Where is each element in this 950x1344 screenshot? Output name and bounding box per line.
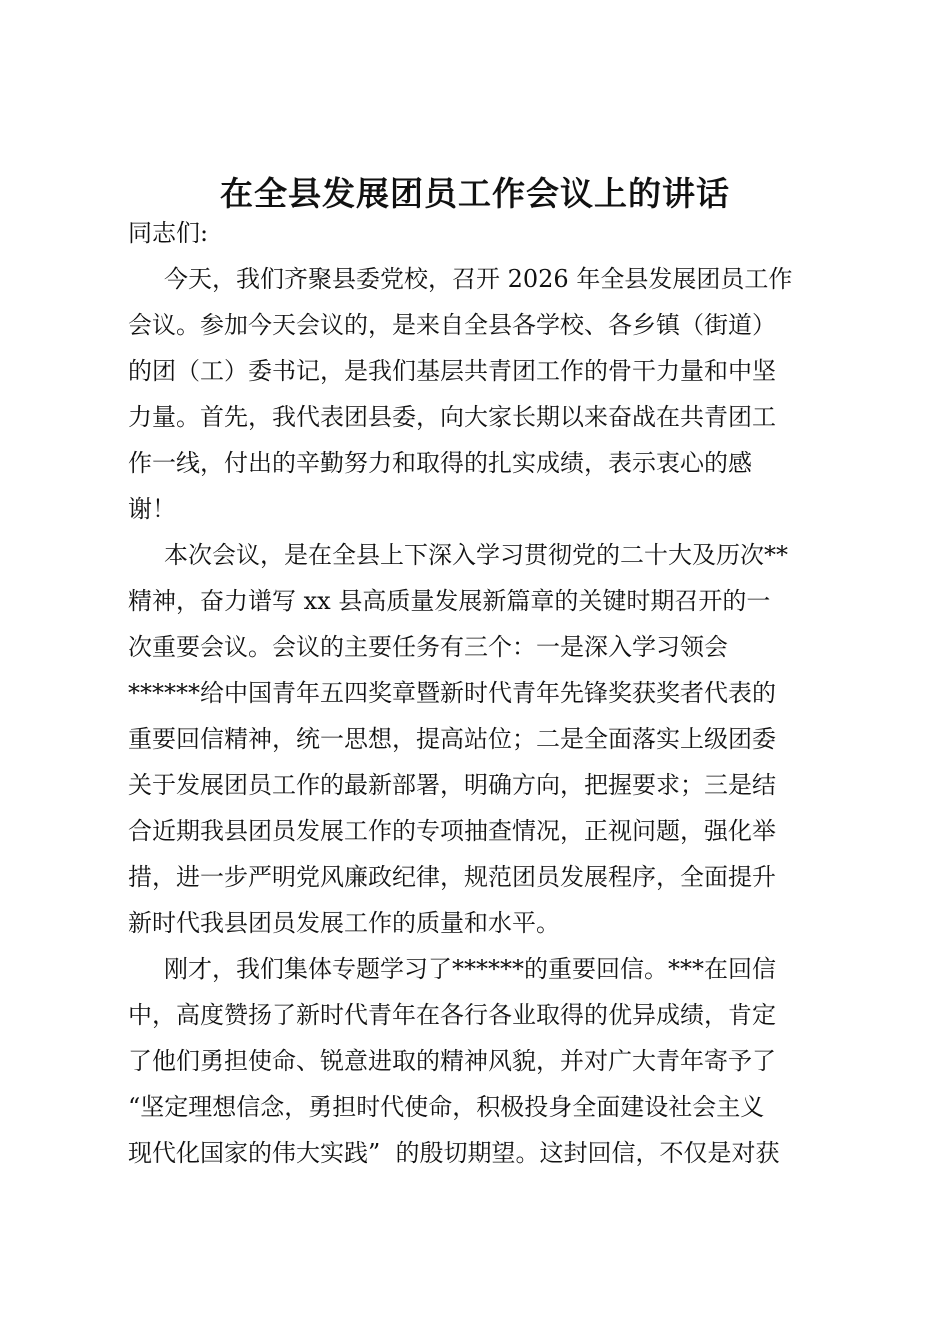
- paragraph-1-line-6: 谢！: [128, 495, 176, 523]
- paragraph-3-line-5: 现代化国家的伟大实践” 的殷切期望。这封回信，不仅是对获: [128, 1139, 780, 1167]
- paragraph-1-line-4: 力量。首先，我代表团县委，向大家长期以来奋战在共青团工: [128, 403, 776, 431]
- paragraph-3-line-1: 刚才，我们集体专题学习了******的重要回信。***在回信: [164, 955, 776, 983]
- paragraph-2-line-2: 精神，奋力谱写 xx 县高质量发展新篇章的关键时期召开的一: [128, 587, 771, 615]
- paragraph-2-line-9: 新时代我县团员发展工作的质量和水平。: [128, 909, 560, 937]
- paragraph-2-line-7: 合近期我县团员发展工作的专项抽查情况，正视问题，强化举: [128, 817, 776, 845]
- salutation: 同志们:: [128, 219, 209, 247]
- paragraph-2-line-3: 次重要会议。会议的主要任务有三个：一是深入学习领会: [128, 633, 728, 661]
- paragraph-3-line-4: “坚定理想信念，勇担时代使命，积极投身全面建设社会主义: [128, 1093, 765, 1121]
- paragraph-2-line-5: 重要回信精神，统一思想，提高站位；二是全面落实上级团委: [128, 725, 776, 753]
- paragraph-3-line-3: 了他们勇担使命、锐意进取的精神风貌，并对广大青年寄予了: [128, 1047, 776, 1075]
- document-body: [128, 210, 828, 1176]
- paragraph-2-line-8: 措，进一步严明党风廉政纪律，规范团员发展程序，全面提升: [128, 863, 776, 891]
- paragraph-1-line-2: 会议。参加今天会议的，是来自全县各学校、各乡镇（街道）: [128, 311, 776, 339]
- paragraph-1-line-3: 的团（工）委书记，是我们基层共青团工作的骨干力量和中坚: [128, 357, 776, 385]
- paragraph-2-line-1: 本次会议，是在全县上下深入学习贯彻党的二十大及历次**: [164, 541, 788, 569]
- document-title: 在全县发展团员工作会议上的讲话: [220, 174, 730, 213]
- paragraph-1-line-1: 今天，我们齐聚县委党校，召开 2026 年全县发展团员工作: [164, 265, 793, 293]
- paragraph-3-line-2: 中，高度赞扬了新时代青年在各行各业取得的优异成绩，肯定: [128, 1001, 776, 1029]
- paragraph-2-line-4: ******给中国青年五四奖章暨新时代青年先锋奖获奖者代表的: [128, 679, 776, 707]
- paragraph-2-line-6: 关于发展团员工作的最新部署，明确方向，把握要求；三是结: [128, 771, 776, 799]
- paragraph-1-line-5: 作一线，付出的辛勤努力和取得的扎实成绩，表示衷心的感: [128, 449, 752, 477]
